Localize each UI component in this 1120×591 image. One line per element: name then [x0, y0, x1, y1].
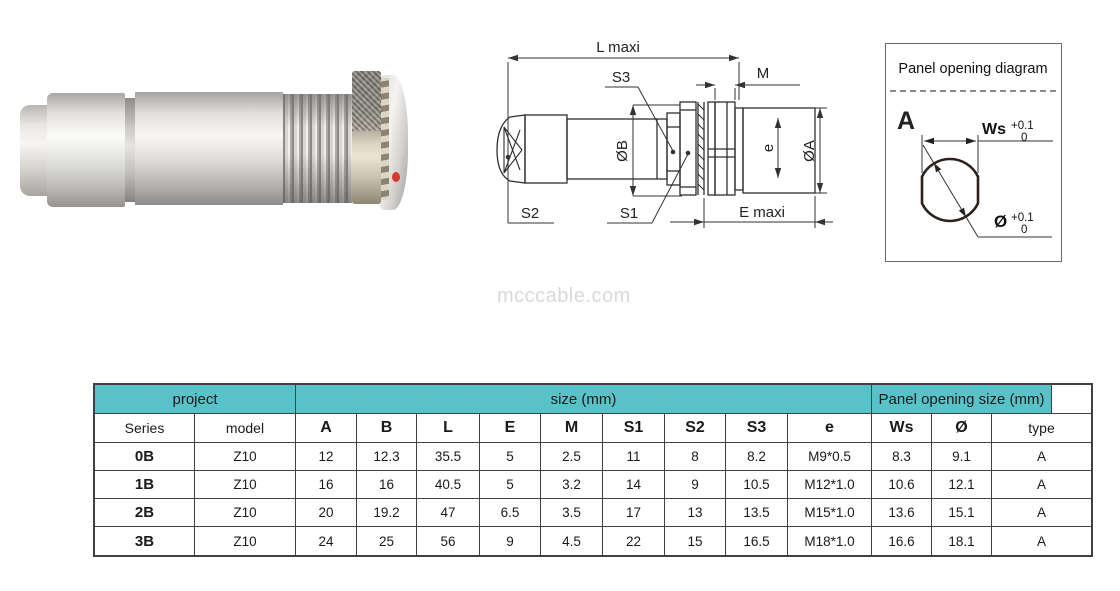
col-header-e: e [788, 414, 872, 442]
dimension-labels [521, 39, 818, 222]
table-row [95, 471, 1091, 499]
table-cell-r0c11: 8.3 [872, 443, 932, 470]
panel-diagram-title: Panel opening diagram [898, 61, 1048, 77]
table-cell-r2c13: A [1036, 505, 1046, 520]
photo-barrel [135, 92, 283, 205]
photo-red-dot [392, 172, 400, 182]
table-cell-r1c2: 16 [296, 471, 357, 498]
col-header-l: L [417, 414, 480, 442]
table-cell-r1c7: 14 [603, 471, 665, 498]
connector-photo [20, 58, 410, 210]
table-cell-r3c12: 18.1 [932, 527, 992, 555]
photo-cap-body [47, 93, 125, 207]
table-cell-r0c0: 0B [95, 443, 195, 470]
column-header-row [95, 414, 1091, 443]
table-cell-r3c9: 16.5 [726, 527, 788, 555]
table-cell-r3c3: 25 [357, 527, 417, 555]
table-cell-r2c11: 13.6 [872, 499, 932, 526]
diameter-label: Ø [994, 212, 1008, 231]
table-cell-r0c6: 2.5 [541, 443, 603, 470]
watermark: mcccable.com [497, 285, 631, 307]
table-cell-r3c10: M18*1.0 [788, 527, 872, 555]
diameter-arrowhead-top [934, 163, 941, 172]
ws-tolerance-lower: 0 [1021, 132, 1028, 144]
table-cell-r1c5: 5 [480, 471, 541, 498]
ws-tolerance-upper: +0.1 [1011, 120, 1034, 132]
table-cell-r0c10: M9*0.5 [788, 443, 872, 470]
table-cell-r0c12: 9.1 [932, 443, 992, 470]
table-cell-r1c6: 3.2 [541, 471, 603, 498]
col-header-dia: Ø [932, 414, 992, 442]
table-cell-r1c10: M12*1.0 [788, 471, 872, 498]
label-e-maxi: E maxi [739, 204, 785, 221]
table-cell-r2c9: 13.5 [726, 499, 788, 526]
table-cell-r2c3: 19.2 [357, 499, 417, 526]
col-header-series: Series [95, 414, 195, 442]
col-header-model: model [195, 414, 296, 442]
table-cell-r2c0: 2B [95, 499, 195, 526]
col-header-e-cap: E [480, 414, 541, 442]
label-dia-b: ØB [614, 140, 631, 162]
photo-threads [283, 94, 352, 203]
col-header-b: B [357, 414, 417, 442]
table-cell-r2c1: Z10 [195, 499, 296, 526]
ws-label: Ws [982, 121, 1006, 138]
table-cell-r3c5: 9 [480, 527, 541, 555]
photo-groove [125, 98, 135, 202]
label-s3: S3 [611, 69, 631, 86]
table-cell-r2c4: 47 [417, 499, 480, 526]
label-s2: S2 [520, 205, 540, 222]
table-cell-r1c11: 10.6 [872, 471, 932, 498]
table-cell-r0c7: 11 [603, 443, 665, 470]
view-label: A [897, 107, 916, 135]
table-cell-r3c7: 22 [603, 527, 665, 555]
table-cell-r3c1: Z10 [195, 527, 296, 555]
table-cell-r2c7: 17 [603, 499, 665, 526]
table-row [95, 499, 1091, 527]
dimension-lines [506, 58, 833, 228]
table-cell-r3c2: 24 [296, 527, 357, 555]
label-s1: S1 [619, 205, 639, 222]
table-cell-r2c10: M15*1.0 [788, 499, 872, 526]
table-cell-r1c12: 12.1 [932, 471, 992, 498]
col-header-ws: Ws [872, 414, 932, 442]
table-cell-r1c4: 40.5 [417, 471, 480, 498]
table-cell-r1c0: 1B [95, 471, 195, 498]
table-cell-r0c4: 35.5 [417, 443, 480, 470]
table-cell-r1c3: 16 [357, 471, 417, 498]
table-cell-r0c2: 12 [296, 443, 357, 470]
table-cell-r0c5: 5 [480, 443, 541, 470]
group-header-project: project [95, 385, 296, 413]
table-row [95, 527, 1091, 555]
table-cell-r2c5: 6.5 [480, 499, 541, 526]
table-row [95, 443, 1091, 471]
label-dia-a: ØA [801, 140, 818, 162]
table-cell-r3c8: 15 [665, 527, 726, 555]
table-cell-r2c6: 3.5 [541, 499, 603, 526]
label-l-maxi: L maxi [596, 39, 640, 56]
spec-table [93, 383, 1093, 557]
table-cell-r0c3: 12.3 [357, 443, 417, 470]
table-cell-r3c6: 4.5 [541, 527, 603, 555]
diameter-arrowhead-bottom [959, 208, 966, 217]
label-m: M [756, 65, 770, 82]
photo-end-cap [20, 105, 50, 196]
panel-opening-diagram [885, 43, 1062, 262]
technical-drawing [470, 30, 880, 250]
table-cell-r1c9: 10.5 [726, 471, 788, 498]
table-cell-r1c8: 9 [665, 471, 726, 498]
table-cell-r3c13: A [1036, 533, 1046, 549]
col-header-s3: S3 [726, 414, 788, 442]
group-header-panel-opening: Panel opening size (mm) [872, 385, 1052, 413]
photo-hex-nut-texture [352, 71, 381, 131]
table-cell-r3c4: 56 [417, 527, 480, 555]
table-cell-r1c13: A [1036, 477, 1046, 492]
table-cell-r2c2: 20 [296, 499, 357, 526]
table-cell-r2c12: 15.1 [932, 499, 992, 526]
table-cell-r0c1: Z10 [195, 443, 296, 470]
table-cell-r0c13: A [1036, 449, 1046, 464]
table-cell-r0c9: 8.2 [726, 443, 788, 470]
diameter-tolerance-lower: 0 [1021, 224, 1028, 236]
label-e: e [760, 143, 777, 153]
diameter-tolerance-upper: +0.1 [1011, 212, 1034, 224]
table-cell-r0c8: 8 [665, 443, 726, 470]
group-header-size: size (mm) [296, 385, 872, 413]
col-header-s2: S2 [665, 414, 726, 442]
col-header-a: A [296, 414, 357, 442]
col-header-s1: S1 [603, 414, 665, 442]
col-header-m: M [541, 414, 603, 442]
table-cell-r2c8: 13 [665, 499, 726, 526]
table-cell-r1c1: Z10 [195, 471, 296, 498]
group-header-empty [1052, 385, 1091, 413]
table-cell-r3c0: 3B [95, 527, 195, 555]
group-header-row [95, 385, 1091, 414]
col-header-type: type [1028, 420, 1055, 436]
table-cell-r3c11: 16.6 [872, 527, 932, 555]
